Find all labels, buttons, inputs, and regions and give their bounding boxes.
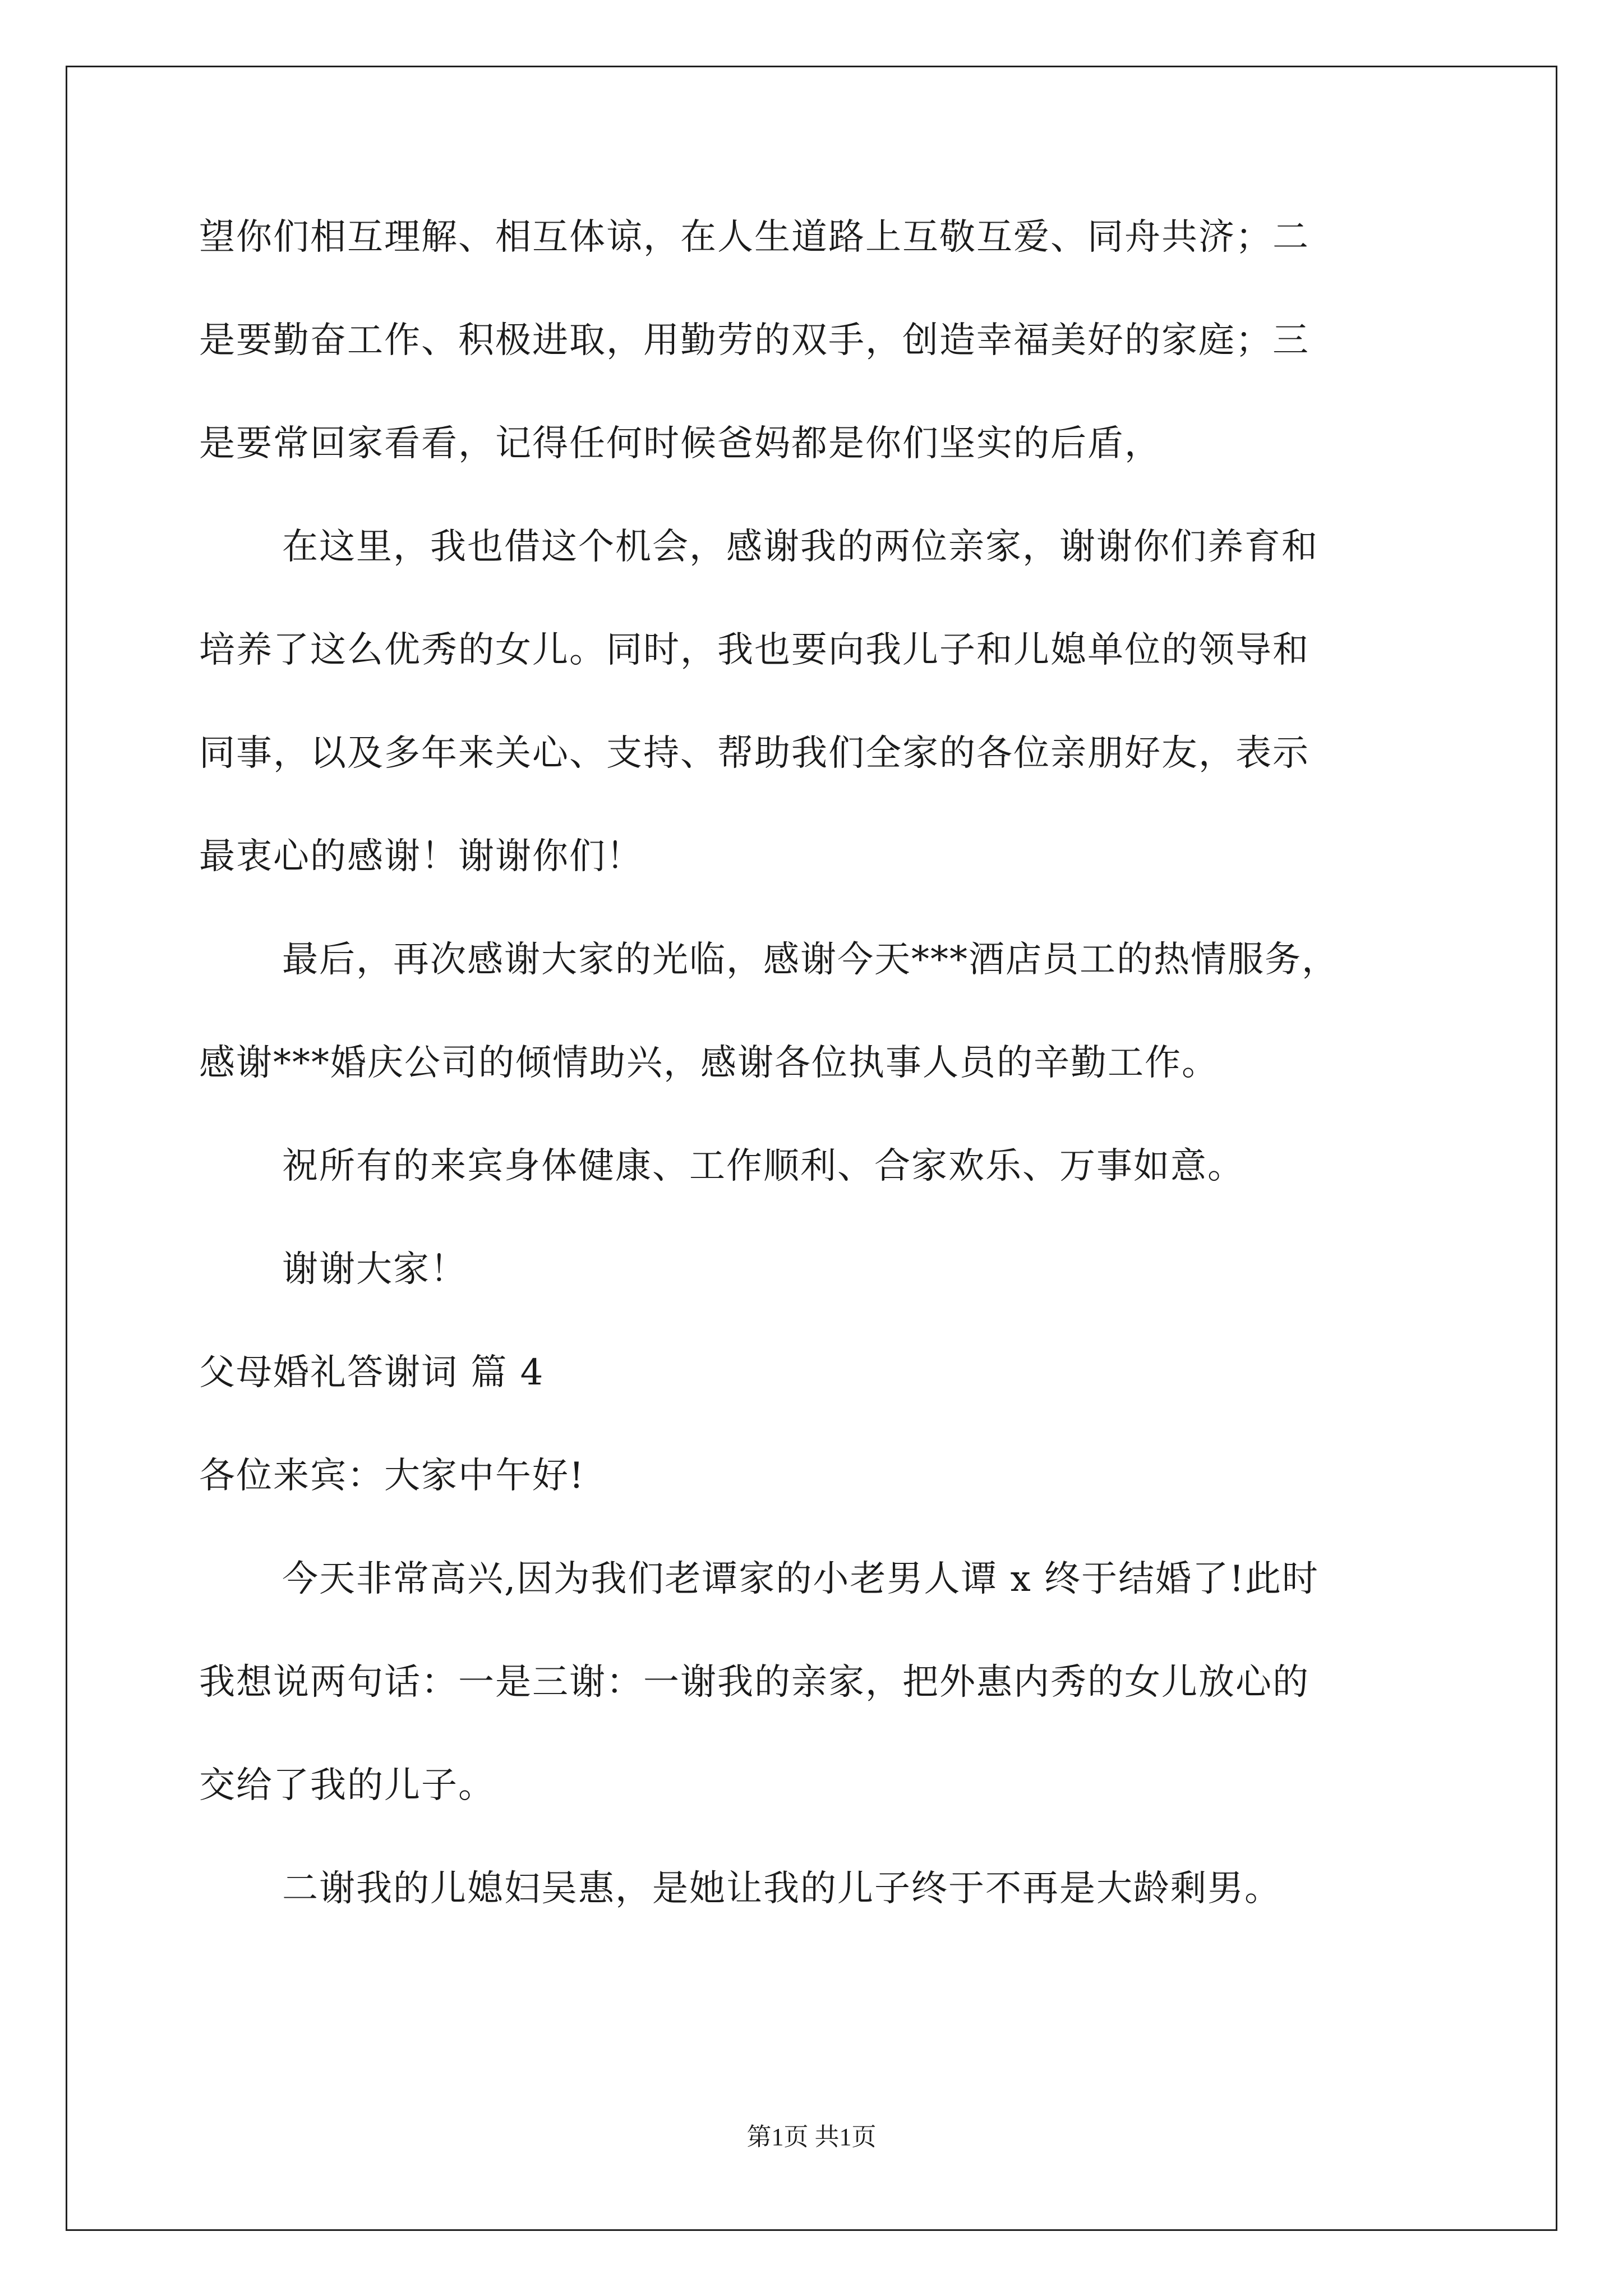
text-line: 是要勤奋工作、积极进取，用勤劳的双手，创造幸福美好的家庭；三 [199,320,1310,361]
salutation: 各位来宾：大家中午好! [199,1455,585,1497]
text-line: 我想说两句话：一是三谢：一谢我的亲家，把外惠内秀的女儿放心的 [199,1662,1310,1703]
text-line: 祝所有的来宾身体健康、工作顺利、合家欢乐、万事如意。 [282,1145,1244,1187]
text-line: 最后，再次感谢大家的光临，感谢今天***酒店员工的热情服务， [282,939,1339,981]
text-line: 交给了我的儿子。 [199,1765,495,1806]
text-line: 谢谢大家！ [282,1249,467,1290]
text-line: 感谢***婚庆公司的倾情助兴，感谢各位执事人员的辛勤工作。 [199,1042,1219,1084]
text-line: 望你们相互理解、相互体谅，在人生道路上互敬互爱、同舟共济；二 [199,217,1310,258]
text-line: 今天非常高兴,因为我们老谭家的小老男人谭 x 终于结婚了!此时 [282,1558,1319,1600]
page-footer: 第1页 共1页 [746,2123,877,2151]
text-line: 在这里，我也借这个机会，感谢我的两位亲家，谢谢你们养育和 [282,526,1318,568]
text-line: 最衷心的感谢！谢谢你们！ [199,836,643,877]
section-heading: 父母婚礼答谢词 篇 4 [199,1352,545,1393]
text-line: 同事，以及多年来关心、支持、帮助我们全家的各位亲朋好友，表示 [199,733,1310,774]
text-line: 二谢我的儿媳妇吴惠，是她让我的儿子终于不再是大龄剩男。 [282,1868,1281,1910]
text-line: 是要常回家看看，记得任何时候爸妈都是你们坚实的后盾， [199,423,1161,464]
text-line: 培养了这么优秀的女儿。同时，我也要向我儿子和儿媳单位的领导和 [199,629,1310,671]
